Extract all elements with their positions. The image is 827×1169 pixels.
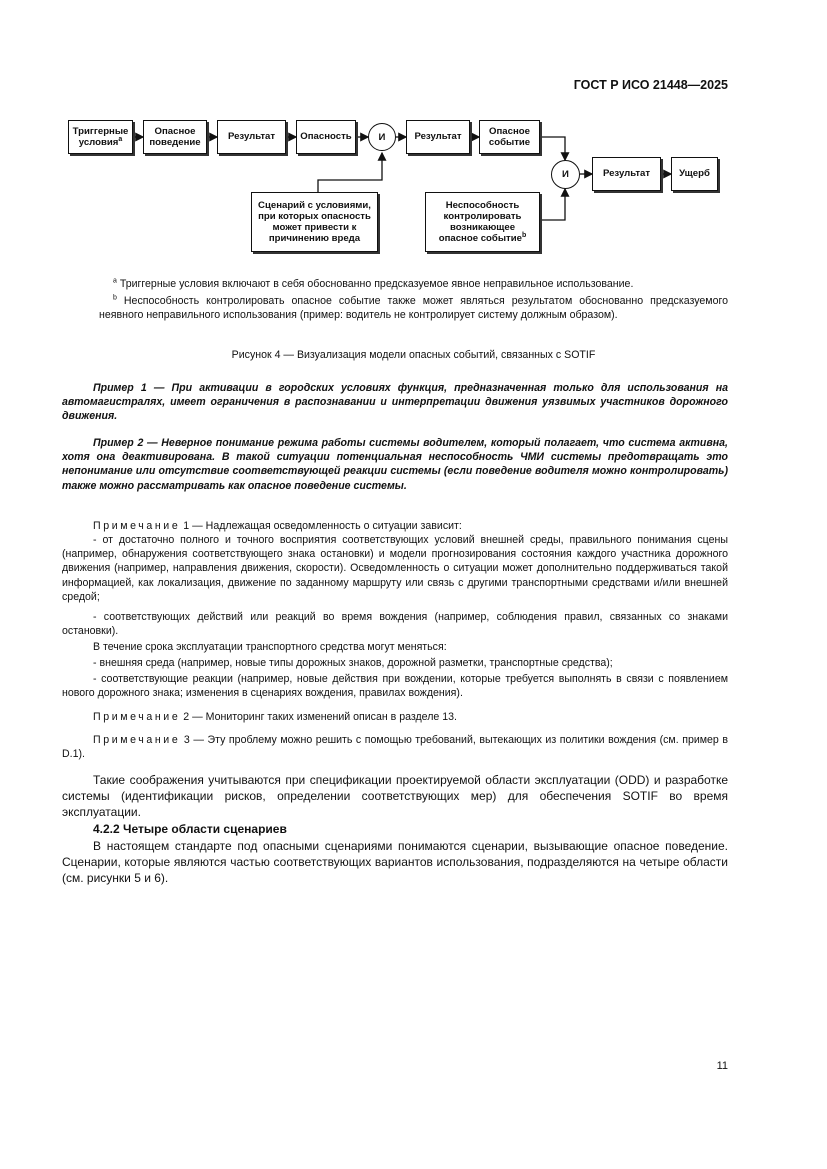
result-box-3: Результат xyxy=(592,157,661,191)
hazardous-behavior-box: Опасное поведение xyxy=(143,120,207,154)
arrow-scenario-to-and xyxy=(318,153,382,192)
uncontrollability-box: Неспособность контролировать возникающее опасное событие$^b$ xyxy=(425,192,540,252)
example-1: Пример 1 — При активации в городских условиях функция, предназначенная только для использования на автомагистралях, имеет ограничения в распознавании и интерпретации движения уязвимых участников дорожного движения. xyxy=(62,382,728,423)
note-1-paragraph: В течение срока эксплуатации транспортного средства могут меняться: xyxy=(93,641,447,653)
arrow-event-to-and2 xyxy=(540,137,565,160)
hazardous-event-box: Опасное событие xyxy=(479,120,540,154)
note-1-item-1: - от достаточно полного и точного восприятия соответствующих условий внешней среды, правильного понимания сцены (например, обнаружения соответствующего знака остановки) и модели прогнозирования состояния каждого участника дорожного движения (например, направления движения, скорости). Осведомленность о ситуации может дополнительно поддерживаться такой информацией, как локализация, движение по заданному маршруту или связь с другими транспортными средствами и/или внешней средой; xyxy=(62,534,728,603)
body-paragraph-2: В настоящем стандарте под опасными сценариями понимаются сценарии, вызывающие опасное поведение. Сценарии, которые являются частью соответствующих вариантов использования, подразделяются на четыре области (см. рисунки 5 и 6). xyxy=(62,839,728,885)
figure-caption: Рисунок 4 — Визуализация модели опасных событий, связанных с SOTIF xyxy=(231,349,596,361)
body-paragraph-1: Такие соображения учитываются при спецификации проектируемой области эксплуатации (ODD) и разработке системы (идентификации рисков, определении соответствующих мер) для обеспечения SOTIF во время эксплуатации. xyxy=(62,773,728,819)
note-1-item-4: - соответствующие реакции (например, новые действия при вождении, которые требуется выполнять в связи с появлением нового дорожного знака; изменения в сценариях вождения, правилах вождения). xyxy=(62,673,728,700)
note-2: Примечание 2 — Мониторинг таких изменений описан в разделе 13. xyxy=(93,711,457,723)
example-2: Пример 2 — Неверное понимание режима работы системы водителем, который полагает, что система активна, хотя она деактивирована. В такой ситуации потенциальная неспособность ЧМИ системы предотвращать это непонимание или отсутствие соответствующей реакции системы (если поведение водителя можно контролировать) также можно рассматривать как опасное поведение системы. xyxy=(62,437,728,492)
arrow-uncontrollable-to-and2 xyxy=(540,189,565,220)
hazard-model-diagram xyxy=(0,0,827,270)
page-number: 11 xyxy=(716,1060,728,1072)
section-heading-4-2-2: 4.2.2 Четыре области сценариев xyxy=(93,822,287,836)
footnote-b: $^b$ Неспособность контролировать опасное событие также может являться результатом обоснованно предсказуемого неявного неправильного использования (пример: водитель не контролирует систему должным образом). xyxy=(99,294,728,322)
note-1-heading: Примечание 1 — Надлежащая осведомленность о ситуации зависит: xyxy=(93,520,462,532)
and-gate-2: И xyxy=(551,160,580,189)
and-gate-1: И xyxy=(368,123,396,151)
document-header: ГОСТ Р ИСО 21448—2025 xyxy=(573,78,728,92)
scenario-conditions-box: Сценарий с условиями, при которых опасность может привести к причинению вреда xyxy=(251,192,378,252)
footnote-a: $^a$ Триггерные условия включают в себя обоснованно предсказуемое явное неправильное использование. xyxy=(113,277,634,290)
trigger-conditions-box: Триггерные условия$^a$ xyxy=(68,120,133,154)
result-box-2: Результат xyxy=(406,120,470,154)
note-1-item-2: - соответствующих действий или реакций во время вождения (например, соблюдения правил, связанных со знаками остановки). xyxy=(62,611,728,638)
harm-box: Ущерб xyxy=(671,157,718,191)
hazard-box: Опасность xyxy=(296,120,356,154)
note-3: Примечание 3 — Эту проблему можно решить с помощью требований, вытекающих из политики вождения (см. пример в D.1). xyxy=(62,734,729,761)
note-1-item-3: - внешняя среда (например, новые типы дорожных знаков, дорожной разметки, транспортные средства); xyxy=(93,657,613,669)
result-box-1: Результат xyxy=(217,120,286,154)
